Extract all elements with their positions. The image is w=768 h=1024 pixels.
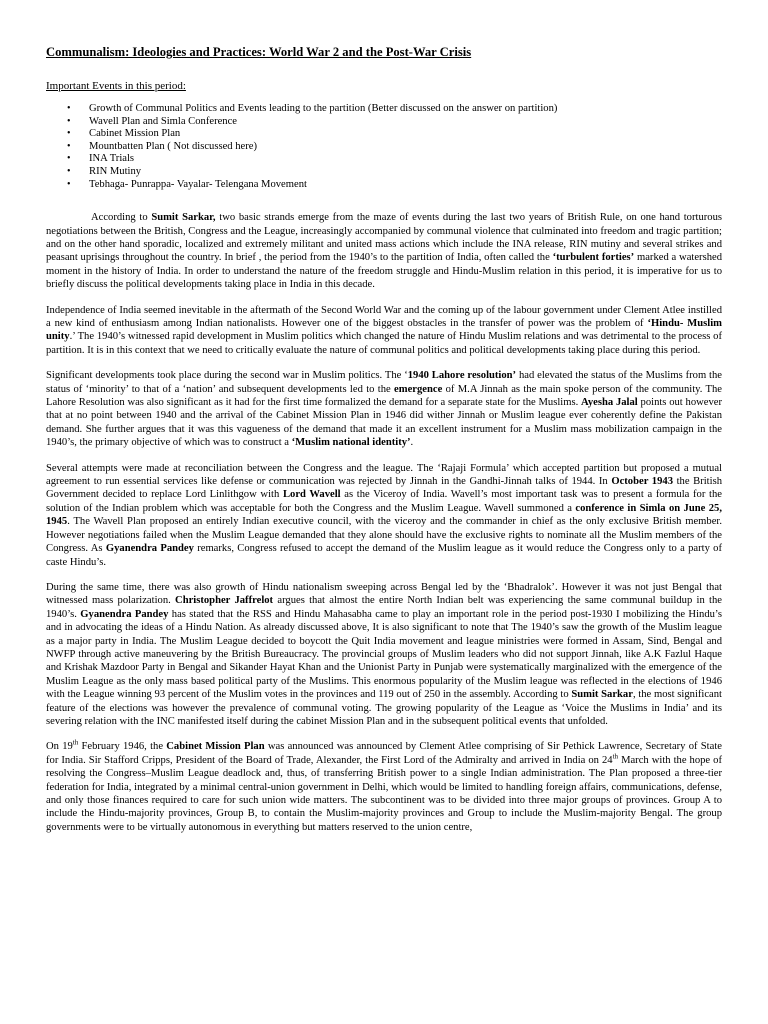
bullet-icon: • — [67, 128, 71, 140]
list-item: • Cabinet Mission Plan — [67, 128, 181, 140]
paragraph-sumit-sarkar: According to Sumit Sarkar, two basic strands emerge from the maze of events during the last two years of British Rule, on one hand torturous negotiations between the British, Congress and the League, increasingly accompanied by communal violence that culminated into freedom and tragic partition; and on the other hand sporadic, localized and extremely militant and united mass actions which include the INA release, RIN mutiny and several strikes and peasant uprisings throughout the country. In brief , the period from the 1940’s to the partition of India, often called the ‘turbulent forties’ marked a watershed moment in the history of India. In order to understand the nature of the freedom struggle and Hindu-Muslim relation in this period, it is imperative for us to briefly discuss the political developments taking place in India in this decade. — [46, 212, 722, 291]
list-item: • Growth of Communal Politics and Events leading to the partition (Better discussed on the answer on partition) — [67, 103, 558, 114]
list-item: • Tebhaga- Punrappa- Vayalar- Telengana Movement — [67, 178, 307, 190]
paragraph-wavell-plan: Several attempts were made at reconciliation between the Congress and the league. The ‘Rajaji Formula’ which accepted partition but proposed a mutual agreement to run essential services like defense or communication was rejected by Jinnah in the Gandhi-Jinnah talks of 1944. In October 1943 the British Government decided to replace Lord Linlithgow with Lord Wavell as the Viceroy of India. Wavell’s most important task was to present a formula for the solution of the Indian problem which was acceptable for both the Congress and the Muslim League. Wavell summoned a conference in Simla on June 25, 1945. The Wavell Plan proposed an entirely Indian executive council, with the viceroy and the commander in chief as the only exclusive British member. However negotiations failed when the Muslim League demanded that they alone should have the exclusive rights to nominate all the Muslim members of the Congress. As Gyanendra Pandey remarks, Congress refused to accept the demand of the Muslim league as it would reduce the Congress only to a party of caste Hindu’s. — [46, 462, 723, 568]
bullet-icon: • — [67, 140, 71, 152]
paragraph-lahore-resolution: Significant developments took place during the second war in Muslim politics. The ‘1940 Lahore resolution’ had elevated the status of the Muslims from the status of ‘minority’ to that of a ‘nation’ and subsequent developments led to the emergence of M.A Jinnah as the main spoke person of the community. The Lahore Resolution was also significant as it had for the first time formalized the demand for a separate state for the Muslims. Ayesha Jalal points out however that at no point between 1940 and the arrival of the Cabinet Mission Plan in 1946 did wither Jinnah or Muslim league ever coherently define the Pakistan demand. She further argues that it was this vagueness of the demand that made it an excellent instrument for a Muslim mass mobilization campaign in the 1940’s, the primary objective of which was to construct a ‘Muslim national identity’. — [46, 370, 722, 449]
events-subheading: Important Events in this period: — [46, 80, 186, 92]
paragraph-cabinet-mission: On 19th February 1946, the Cabinet Mission Plan was announced was announced by Clement Atlee comprising of Sir Pethick Lawrence, Secretary of State for India. Sir Stafford Cripps, President of the Board of Trade, Alexander, the First Lord of the Admiralty and arrived in India on 24th March with the hope of resolving the Congress–Muslim League deadlock and, thus, of transferring British power to a single Indian administration. The Plan proposed a three-tier federation for India, integrated by a minimal central-union government in Delhi, which would be limited to handling foreign affairs, communications, defense, and only those finances required to care for such union wide matters. The subcontinent was to be divided into three major groups of provinces. Group A to include the Hindu-majority provinces, Group B, to contain the Muslim-majority provinces and Group to include the Muslim-majority Bengal. The group governments were to be virtually autonomous in everything but matters reserved to the union centre, — [46, 738, 722, 833]
list-item: • INA Trials — [67, 153, 135, 165]
list-item: • RIN Mutiny — [67, 165, 142, 177]
list-item: • Wavell Plan and Simla Conference — [67, 115, 238, 127]
bullet-icon: • — [67, 115, 71, 127]
paragraph-independence: Independence of India seemed inevitable in the aftermath of the Second World War and the coming up of the labour government under Clement Atlee instilled a new kind of enthusiasm among Indian nationalists. However one of the biggest obstacles in the transfer of power was the problem of ‘Hindu- Muslim unity.’ The 1940’s witnessed rapid development in Muslim politics which changed the nature of Hindu Muslim relations and was detrimental to the process of partition. It is in this context that we need to critically evaluate the nature of communal politics and political developments taking place during this period. — [46, 304, 722, 356]
bullet-icon: • — [67, 165, 71, 177]
paragraph-hindu-nationalism: During the same time, there was also growth of Hindu nationalism sweeping across Bengal led by the ‘Bhadralok’. However it was not just Bengal that witnessed mass polarization. Christopher Jaffrelot argues that almost the entire North Indian belt was experiencing the same communal buildup in the 1940’s. Gyanendra Pandey has stated that the RSS and Hindu Mahasabha came to play an important role in the period post-1930 I mobilizing the Hindu’s and in advocating the ideas of a Hindu Nation. As already discussed above, It is also significant to note that The 1940’s saw the growth of the Muslim league as a major party in India. The Muslim League decided to boycott the Quit India movement and league ministries were formed in Assam, Sind, Bengal and NWFP through active maneuvering by the British Bureaucracy. The provincial groups of Muslim leaders who did not support Jinnah, like A.K Fazlul Haque and Krishak Mazdoor Party in Bengal and Sikander Hayat Khan and the Unionist Party in Punjab were systematically marginalized with the emergence of the Muslim League as the only mass based political party of the Muslims. This enormous popularity of the Muslim league was reflected in the elections of 1946 with the League winning 93 percent of the Muslim votes in the provinces and 119 out of 250 in the assembly. According to Sumit Sarkar, the most significant feature of the elections was however the prevalence of communal voting. The growing popularity of the League as ‘Voice the Muslims in India’ and its severing relation with the INC manifested itself during the cabinet Mission Plan and in the subsequent political events that unfolded. — [46, 581, 722, 727]
bullet-icon: • — [67, 178, 71, 190]
bullet-icon: • — [67, 103, 71, 114]
events-list — [46, 103, 722, 191]
bullet-icon: • — [67, 153, 71, 165]
list-item: • Mountbatten Plan ( Not discussed here) — [67, 140, 257, 152]
document-title: Communalism: Ideologies and Practices: World War 2 and the Post-War Crisis — [46, 45, 472, 59]
